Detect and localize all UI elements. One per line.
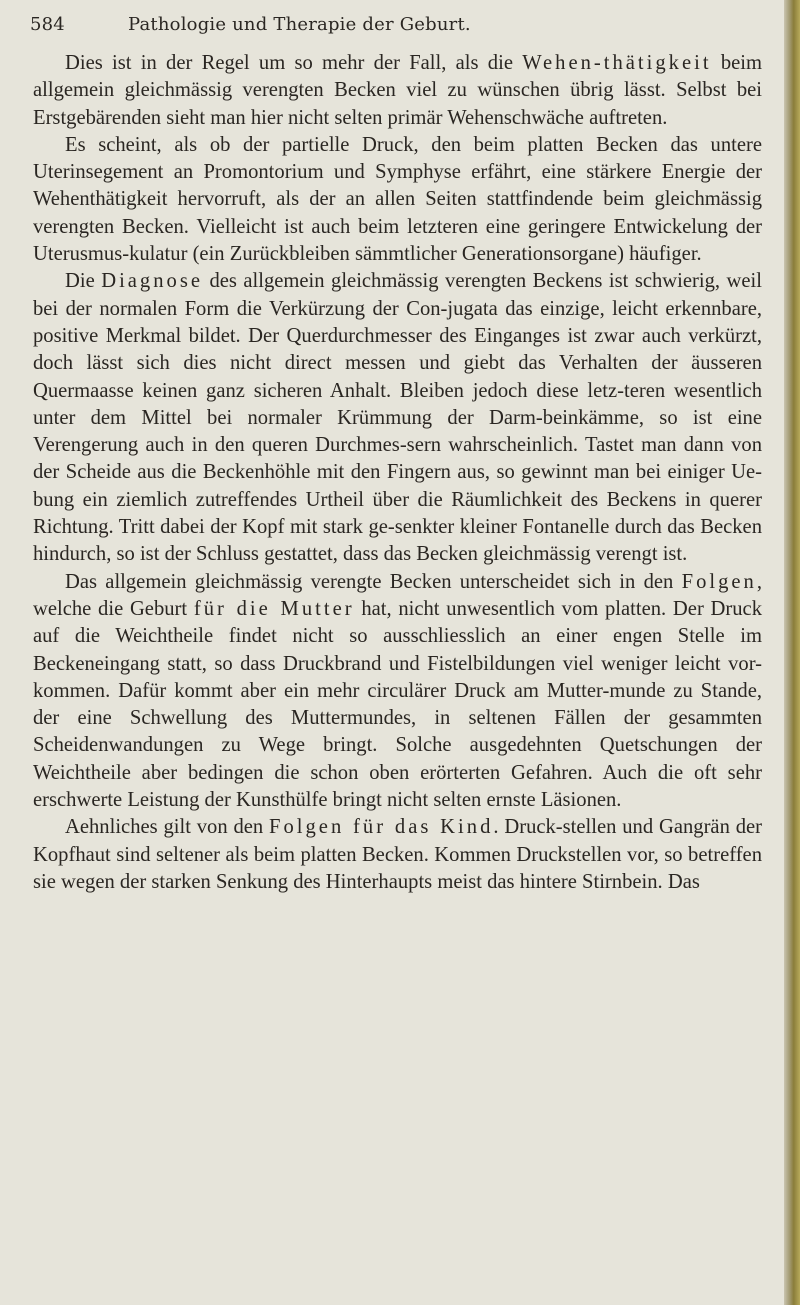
emphasized-term: Folgen: [681, 570, 757, 593]
page-number: 584: [30, 14, 65, 35]
emphasized-term: Folgen für das Kind: [269, 816, 494, 839]
paragraph: [33, 569, 762, 815]
emphasized-term: Diagnose: [101, 270, 203, 293]
text-run: Dies ist in der Regel um so mehr der Fall, als die: [65, 52, 523, 74]
body-text: [33, 50, 762, 896]
text-run: , welche die Geburt: [33, 570, 762, 620]
text-run: hat, nicht unwesentlich vom platten. Der Druck auf die Weichtheile findet nicht so ausschliesslich an einer engen Stelle im Beckeneingang statt, so dass Druckbrand und Fistelbildungen viel weniger leicht vor-kommen. Dafür kommt aber ein mehr circulärer Druck am Mutter-munde zu Stande, der eine Schwellung des Muttermundes, in seltenen Fällen der gesammten Scheidenwandungen zu Wege bringt. Solche ausgedehnten Quetschungen der Weichtheile aber bedingen die schon oben erörterten Gefahren. Auch die oft sehr erschwerte Leistung der Kunsthülfe bringt nicht selten ernste Läsionen.: [33, 597, 762, 812]
emphasized-term: Wehen-thätigkeit: [522, 52, 712, 74]
text-run: Es scheint, als ob der partielle Druck, den beim platten Becken das untere Uterinsegement an Promontorium und Symphyse erfährt, eine stärkere Energie der Wehenthätigkeit hervorruft, als der an allen Seiten stattfindende beim gleichmässig verengten Becken. Vielleicht ist auch beim letzteren eine geringere Entwickelung der Uterusmus-kulatur (ein Zurückbleiben sämmtlicher Generationsorgane) häufiger.: [33, 133, 762, 266]
emphasized-term: für die Mutter: [193, 597, 355, 620]
text-run: Die: [65, 270, 102, 293]
text-run: Das allgemein gleichmässig verengte Becken unterscheidet sich in den: [65, 570, 682, 593]
text-run: des allgemein gleichmässig verengten Beckens ist schwierig, weil bei der normalen Form die Verkürzung der Con-jugata das einzige, leicht erkennbare, positive Merkmal bildet. Der Querdurchmesser des Einganges ist zwar auch verkürzt, doch lässt sich dies nicht direct messen und giebt das Verhalten der äusseren Quermaasse keinen ganz sicheren Anhalt. Bleiben jedoch diese letz-teren wesentlich unter dem Mittel bei normaler Krümmung der Darm-beinkämme, so ist eine Verengerung auch in den queren Durchmes-sern wahrscheinlich. Tastet man dann von der Scheide aus die Beckenhöhle mit den Fingern aus, so gewinnt man bei einiger Ue-bung ein ziemlich zutreffendes Urtheil über die Räumlichkeit des Beckens in querer Richtung. Tritt dabei der Kopf mit stark ge-senkter kleiner Fontanelle durch das Becken hindurch, so ist der Schluss gestattet, dass das Becken gleichmässig verengt ist.: [33, 270, 762, 566]
book-edge: [784, 0, 800, 1305]
paragraph: [33, 814, 762, 896]
paragraph: [33, 50, 762, 132]
text-run: . Druck-stellen und Gangrän der Kopfhaut sind seltener als beim platten Becken. Kommen Druckstellen vor, so betreffen sie wegen der starken Senkung des Hinterhaupts meist das hintere Stirnbein. Das: [33, 816, 762, 893]
running-title: Pathologie und Therapie der Geburt.: [128, 14, 471, 35]
paragraph: [33, 268, 762, 568]
text-run: Aehnliches gilt von den: [65, 816, 270, 839]
text-run: beim allgemein gleichmässig verengten Becken viel zu wünschen übrig lässt. Selbst bei Erstgebärenden sieht man hier nicht selten primär Wehenschwäche auftreten.: [33, 52, 763, 129]
paragraph: [33, 132, 762, 268]
